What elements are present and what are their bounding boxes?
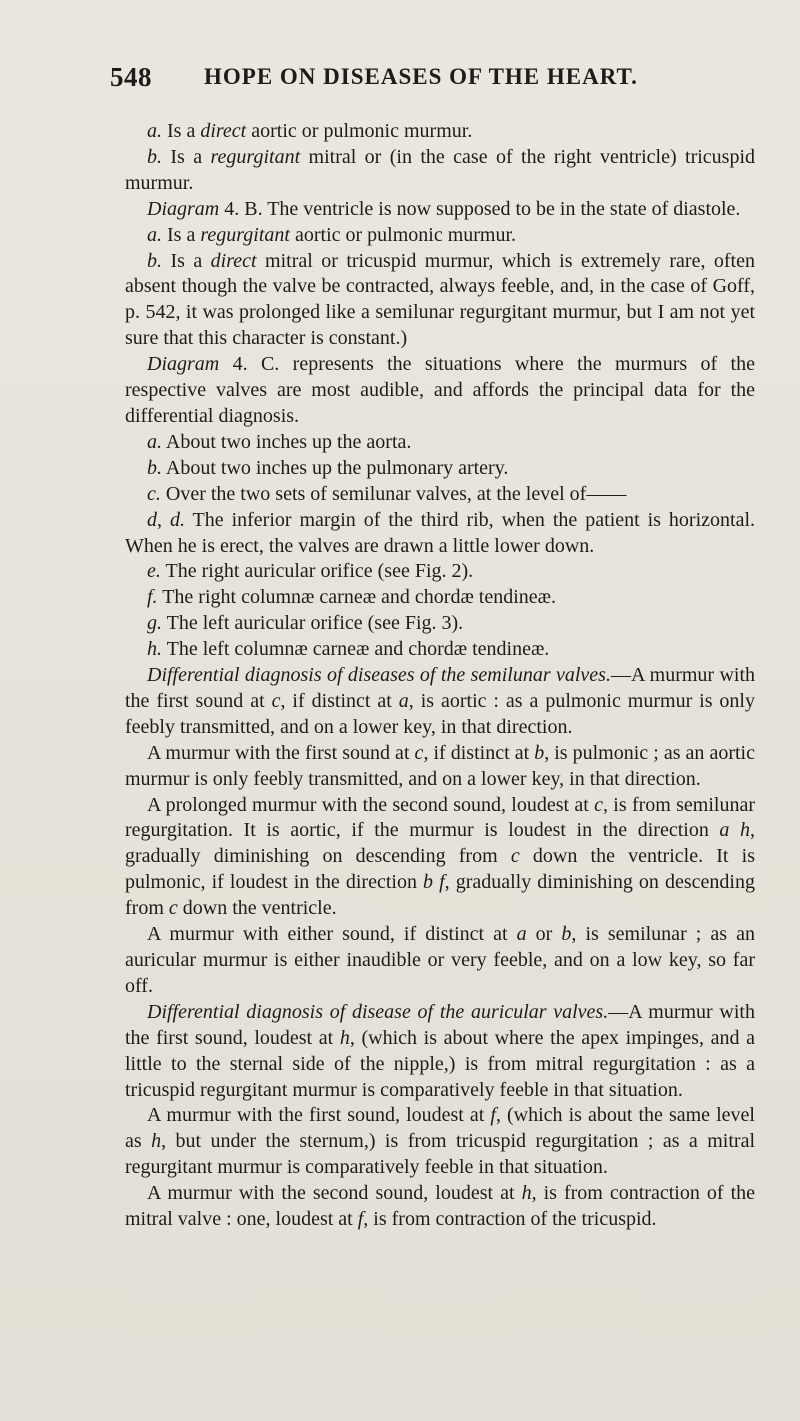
paragraph-18: A murmur with either sound, if distinct at a or b, is semilunar ; as an auricular murmur is either inaudible or very feeble, and on a low key, so far off. bbox=[125, 923, 755, 997]
paragraph-13: g. The left auricular orifice (see Fig. 3). bbox=[147, 612, 464, 635]
paragraph-20: A murmur with the first sound, loudest at f, (which is about the same level as h, but under the sternum,) is from tricuspid regurgitation ; as a mitral regurgitant murmur is comparatively feeble in that situation. bbox=[125, 1104, 755, 1179]
page-header bbox=[110, 62, 750, 102]
paragraph-12: f. The right columnæ carneæ and chordæ tendineæ. bbox=[147, 586, 556, 609]
paragraph-14: h. The left columnæ carneæ and chordæ tendineæ. bbox=[147, 638, 550, 661]
paragraph-6: Diagram 4. C. represents the situations where the murmurs of the respective valves are most audible, and affords the principal data for the differential diagnosis. bbox=[125, 353, 755, 427]
paragraph-3: Diagram 4. B. The ventricle is now supposed to be in the state of diastole. bbox=[147, 197, 741, 220]
paragraph-17: A prolonged murmur with the second sound, loudest at c, is from semilunar regurgitation. It is aortic, if the murmur is loudest in the direction a h, gradually diminishing on descending from c down the ventricle. It is pulmonic, if loudest in the direction b f, gradually diminishing on descending from c down the ventricle. bbox=[125, 793, 755, 920]
paragraph-4: a. Is a regurgitant aortic or pulmonic murmur. bbox=[147, 223, 517, 246]
paragraph-11: e. The right auricular orifice (see Fig. 2). bbox=[147, 560, 474, 583]
paragraph-9: c. Over the two sets of semilunar valves, at the level of—— bbox=[147, 482, 627, 505]
paragraph-2: b. Is a regurgitant mitral or (in the case of the right ventricle) tricuspid murmur. bbox=[125, 145, 756, 194]
paragraph-15: Differential diagnosis of diseases of the semilunar valves.—A murmur with the first sound at c, if distinct at a, is aortic : as a pulmonic murmur is only feebly transmitted, and on a lower key, in that direction. bbox=[125, 664, 755, 738]
paragraph-16: A murmur with the first sound at c, if distinct at b, is pulmonic ; as an aortic murmur is only feebly transmitted, and on a lower key, in that direction. bbox=[125, 741, 755, 790]
paragraph-19: Differential diagnosis of disease of the auricular valves.—A murmur with the first sound, loudest at h, (which is about where the apex impinges, and a little to the sternal side of the nipple,) is from mitral regurgitation : as a tricuspid regurgitant murmur is comparatively feeble in that situation. bbox=[125, 1000, 755, 1101]
page-number: 548 bbox=[110, 62, 152, 92]
paragraph-7: a. About two inches up the aorta. bbox=[147, 430, 412, 453]
paragraph-21: A murmur with the second sound, loudest at h, is from contraction of the mitral valve : one, loudest at f, is from contraction of the tricuspid. bbox=[125, 1182, 755, 1231]
body-text bbox=[125, 119, 755, 1233]
running-title: HOPE ON DISEASES OF THE HEART. bbox=[204, 64, 638, 89]
paragraph-5: b. Is a direct mitral or tricuspid murmur, which is extremely rare, often absent though the valve be contracted, always feeble, and, in the case of Goff, p. 542, it was prolonged like a semilunar regurgitant murmur, but I am not yet sure that this character is constant.) bbox=[125, 249, 755, 350]
paragraph-10: d, d. The inferior margin of the third rib, when the patient is horizontal. When he is erect, the valves are drawn a little lower down. bbox=[125, 508, 755, 557]
paragraph-8: b. About two inches up the pulmonary artery. bbox=[147, 456, 509, 479]
paragraph-1: a. Is a direct aortic or pulmonic murmur. bbox=[147, 120, 473, 142]
